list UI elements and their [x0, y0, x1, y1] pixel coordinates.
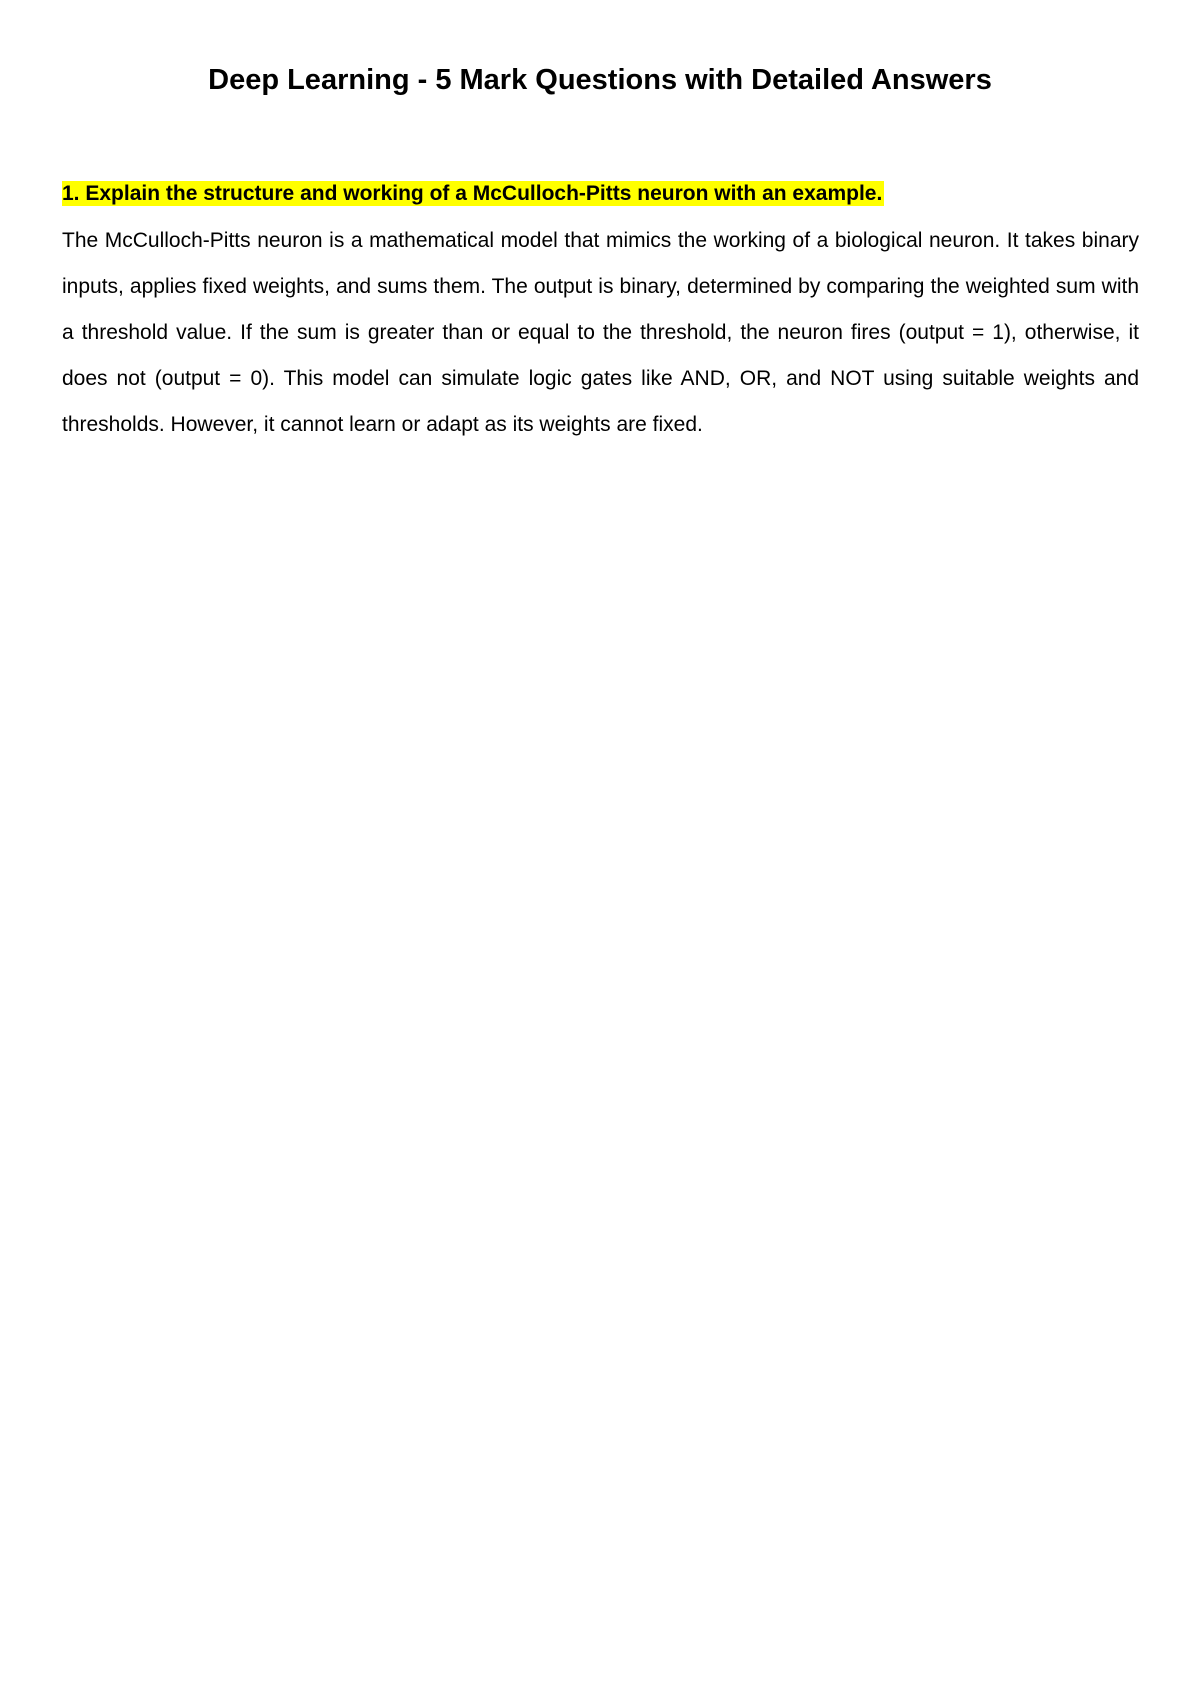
document-title: Deep Learning - 5 Mark Questions with Detailed Answers [208, 64, 992, 96]
question-1 [62, 180, 1139, 448]
question-heading-text: 1. Explain the structure and working of a McCulloch-Pitts neuron with an example. [62, 182, 883, 205]
answer-paragraph: The McCulloch-Pitts neuron is a mathematical model that mimics the working of a biological neuron. It takes binary inputs, applies fixed weights, and sums them. The output is binary, determined by comparing the weighted sum with a threshold value. If the sum is greater than or equal to the threshold, the neuron fires (output = 1), otherwise, it does not (output = 0). This model can simulate logic gates like AND, OR, and NOT using suitable weights and thresholds. However, it cannot learn or adapt as its weights are fixed. [62, 229, 1139, 436]
question-heading [62, 180, 1139, 208]
